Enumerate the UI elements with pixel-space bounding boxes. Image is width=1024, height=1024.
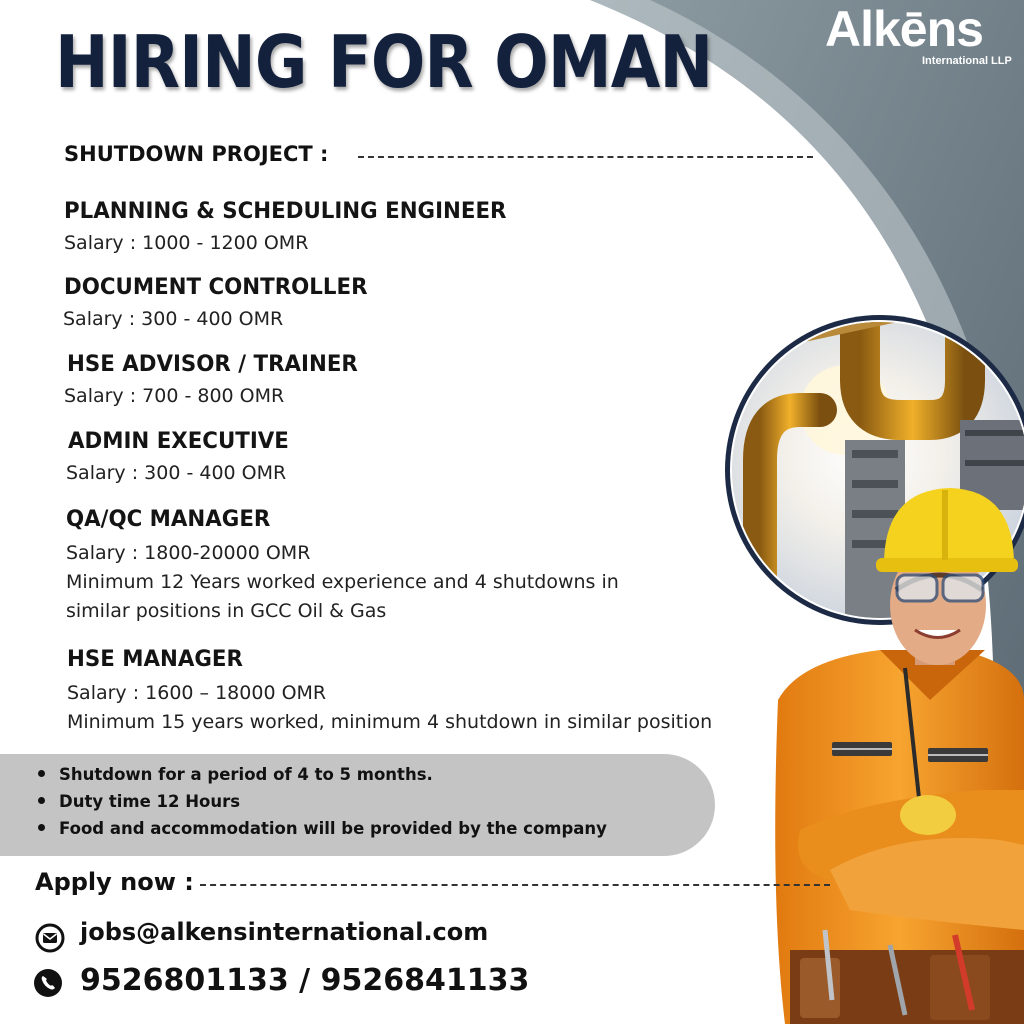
job-title-planning: PLANNING & SCHEDULING ENGINEER [64, 199, 507, 224]
brand-logo-name: Alkēns [825, 1, 983, 57]
mail-icon [35, 923, 65, 953]
job-salary-document-controller: Salary : 300 - 400 OMR [63, 308, 284, 330]
job-salary-hse-advisor: Salary : 700 - 800 OMR [64, 385, 285, 407]
job-title-admin-executive: ADMIN EXECUTIVE [68, 429, 289, 454]
job-title-qaqc-manager: QA/QC MANAGER [66, 507, 271, 532]
phone-icon [33, 968, 63, 998]
job-salary-planning: Salary : 1000 - 1200 OMR [64, 232, 309, 254]
contact-email[interactable]: jobs@alkensinternational.com [80, 918, 489, 946]
bullet-icon [38, 797, 45, 804]
apply-label: Apply now : [35, 868, 194, 896]
condition-item [38, 765, 433, 784]
poster-headline: HIRING FOR OMAN [55, 20, 713, 104]
bullet-icon [38, 770, 45, 777]
contact-phone[interactable]: 9526801133 / 9526841133 [80, 963, 530, 998]
job-note-hse-manager: Minimum 15 years worked, minimum 4 shutdown in similar position [67, 711, 713, 733]
job-title-document-controller: DOCUMENT CONTROLLER [64, 275, 368, 300]
job-note-qaqc-line2: similar positions in GCC Oil & Gas [66, 600, 387, 622]
brand-logo-subtitle: International LLP [922, 55, 1012, 67]
project-divider [358, 156, 813, 158]
condition-text: Food and accommodation will be provided by the company [59, 819, 607, 838]
job-salary-hse-manager: Salary : 1600 – 18000 OMR [67, 682, 327, 704]
bullet-icon [38, 824, 45, 831]
job-salary-qaqc-manager: Salary : 1800-20000 OMR [66, 542, 311, 564]
apply-divider [200, 884, 830, 886]
job-note-qaqc-line1: Minimum 12 Years worked experience and 4 shutdowns in [66, 571, 619, 593]
job-salary-admin-executive: Salary : 300 - 400 OMR [66, 462, 287, 484]
project-label: SHUTDOWN PROJECT : [64, 142, 329, 166]
job-title-hse-advisor: HSE ADVISOR / TRAINER [67, 352, 358, 377]
job-title-hse-manager: HSE MANAGER [67, 647, 243, 672]
condition-item [38, 819, 607, 838]
condition-text: Shutdown for a period of 4 to 5 months. [59, 765, 433, 784]
condition-text: Duty time 12 Hours [59, 792, 241, 811]
condition-item [38, 792, 240, 811]
